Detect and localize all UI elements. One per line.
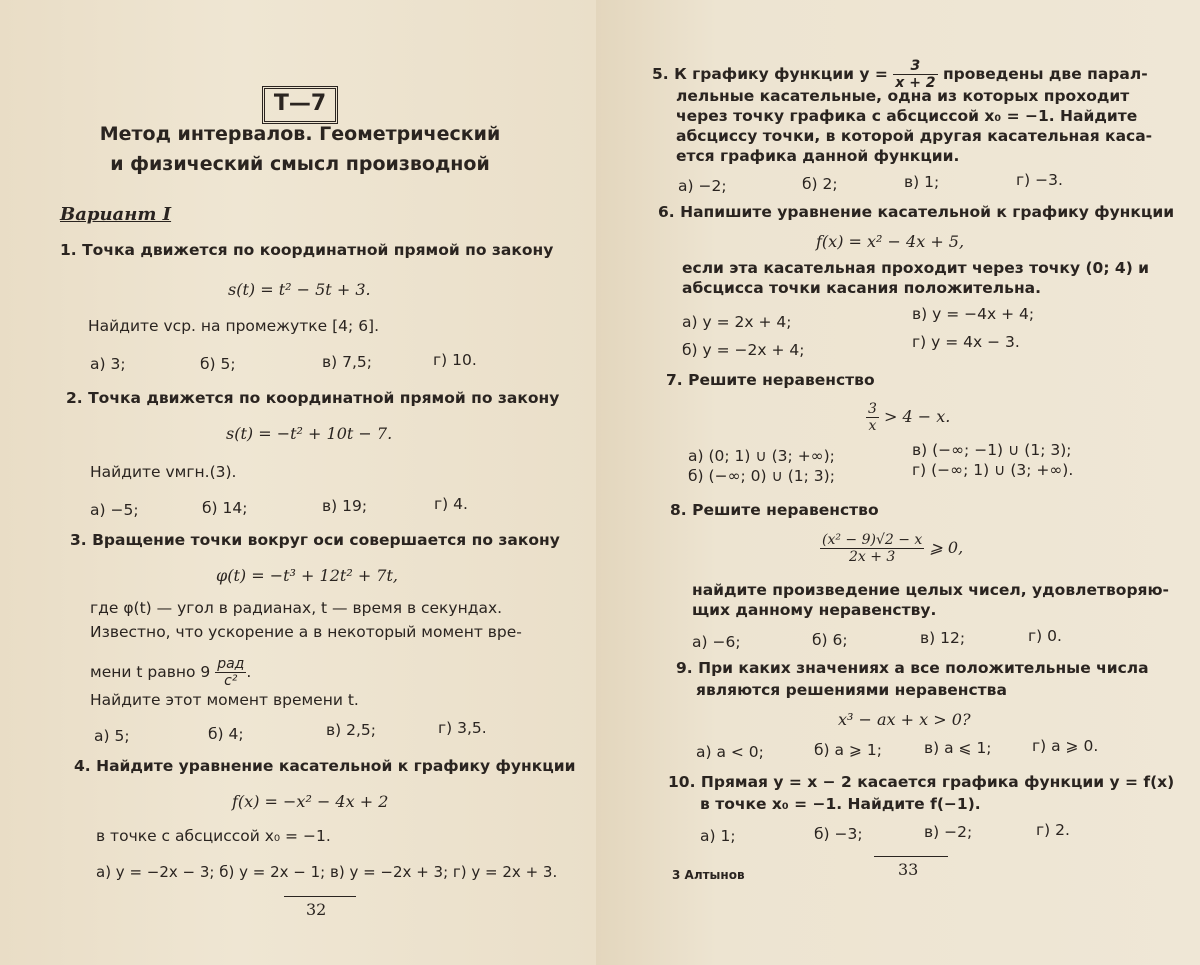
question-6: [658, 202, 1174, 222]
q5-answer-c: в) 1;: [904, 173, 940, 191]
question-number: 6.: [658, 203, 675, 221]
question-10: [668, 772, 1174, 792]
question-6-line-3: абсцисса точки касания положительна.: [682, 279, 1041, 297]
question-1: [60, 240, 553, 260]
question-1-condition: Найдите vср. на промежутке [4; 6].: [88, 317, 380, 335]
question-number: 8.: [670, 501, 687, 519]
q3-answer-d: г) 3,5.: [438, 719, 487, 737]
q1-answer-c: в) 7,5;: [322, 353, 372, 371]
variant-heading: Вариант I: [60, 204, 172, 225]
question-number: 4.: [74, 757, 91, 775]
question-text: Точка движется по координатной прямой по закону: [88, 389, 560, 407]
inequality-fraction: $\frac{3}{x}$: [868, 401, 877, 434]
q6-answer-b: б) y = −2x + 4;: [682, 341, 805, 359]
page-number: 32: [306, 900, 327, 919]
question-7: [666, 370, 875, 390]
question-6-formula: f(x) = x² − 4x + 5,: [816, 232, 965, 251]
question-number: 9.: [676, 659, 693, 677]
page-number-rule: [874, 856, 948, 857]
q2-answer-c: в) 19;: [322, 497, 368, 515]
q8-answer-b: б) 6;: [812, 631, 848, 649]
question-2: [66, 388, 559, 408]
question-number: 3.: [70, 531, 87, 549]
right-page: [596, 0, 1200, 965]
q10-answer-b: б) −3;: [814, 825, 863, 843]
question-8-line-3: щих данному неравенству.: [692, 601, 937, 619]
question-2-formula: s(t) = −t² + 10t − 7.: [226, 424, 393, 443]
question-4-formula: f(x) = −x² − 4x + 2: [232, 792, 389, 811]
q8-answer-a: а) −6;: [692, 633, 741, 651]
question-number: 10.: [668, 773, 696, 791]
page-title-line-1: Метод интервалов. Геометрический: [99, 123, 501, 145]
q9-answer-a: а) a < 0;: [696, 743, 764, 761]
question-5-line-3: через точку графика с абсциссой x₀ = −1. Найдите: [676, 107, 1138, 125]
question-2-condition: Найдите vмгн.(3).: [90, 463, 237, 481]
q5-answer-d: г) −3.: [1016, 171, 1063, 189]
test-badge: Т—7: [262, 86, 338, 124]
question-9-formula: x³ − ax + x > 0?: [838, 710, 971, 729]
q9-answer-c: в) a ⩽ 1;: [924, 739, 992, 757]
q1-answer-a: а) 3;: [90, 355, 126, 373]
question-1-formula: s(t) = t² − 5t + 3.: [228, 280, 371, 299]
question-4-condition: в точке с абсциссой x₀ = −1.: [96, 827, 331, 845]
question-9-line-2: являются решениями неравенства: [696, 681, 1007, 699]
signature-mark: 3 Алтынов: [672, 868, 745, 882]
q9-answer-d: г) a ⩾ 0.: [1032, 737, 1099, 755]
inequality-fraction: $\frac{\text{(x² − 9)√2 − x}}{2x + 3}$: [822, 532, 923, 565]
question-5-line-2: лельные касательные, одна из которых проходит: [676, 87, 1130, 105]
q10-answer-a: а) 1;: [700, 827, 736, 845]
q10-answer-d: г) 2.: [1036, 821, 1070, 839]
q7-answer-b: б) (−∞; 0) ∪ (1; 3);: [688, 467, 835, 485]
question-6-line-2: если эта касательная проходит через точку (0; 4) и: [682, 259, 1150, 277]
q1-answer-d: г) 10.: [433, 351, 477, 369]
question-number: 2.: [66, 389, 83, 407]
question-8: [670, 500, 879, 520]
q3-answer-a: а) 5;: [94, 727, 130, 745]
function-fraction: $\frac{3}{x + 2}$: [895, 58, 936, 91]
question-8-formula: $\frac{\text{(x² − 9)√2 − x}}{2x + 3}$ ⩾ 0,: [822, 532, 964, 565]
question-text: Напишите уравнение касательной к графику функции: [680, 203, 1175, 221]
question-3-line-2: Известно, что ускорение a в некоторый момент вре-: [90, 623, 522, 641]
q1-answer-b: б) 5;: [200, 355, 236, 373]
question-number: 1.: [60, 241, 77, 259]
q2-answer-d: г) 4.: [434, 495, 468, 513]
question-9: [676, 658, 1149, 678]
question-text: Найдите уравнение касательной к графику функции: [96, 757, 576, 775]
q7-answer-c: в) (−∞; −1) ∪ (1; 3);: [912, 441, 1072, 459]
unit-fraction: $\frac{\text{рад}}{\text{с²}}$: [217, 656, 245, 689]
q3-answer-b: б) 4;: [208, 725, 244, 743]
question-4: [74, 756, 575, 776]
q6-answer-c: в) y = −4x + 4;: [912, 305, 1035, 323]
q8-answer-c: в) 12;: [920, 629, 966, 647]
question-text: Решите неравенство: [692, 501, 879, 519]
question-number: 5.: [652, 65, 669, 83]
question-10-line-2: в точке x₀ = −1. Найдите f(−1).: [700, 795, 981, 813]
question-text: При каких значениях a все положительные числа: [698, 659, 1149, 677]
page-number: 33: [898, 860, 919, 879]
question-number: 7.: [666, 371, 683, 389]
question-5: 5. К графику функции y = $\frac{3}{x + 2}$ проведены две парал-: [652, 58, 1148, 91]
page-title-line-2: и физический смысл производной: [110, 153, 490, 175]
q9-answer-b: б) a ⩾ 1;: [814, 741, 882, 759]
q3-answer-c: в) 2,5;: [326, 721, 376, 739]
q6-answer-a: а) y = 2x + 4;: [682, 313, 792, 331]
q6-answer-d: г) y = 4x − 3.: [912, 333, 1020, 351]
q4-answers: а) y = −2x − 3; б) y = 2x − 1; в) y = −2x + 3; г) y = 2x + 3.: [96, 863, 558, 881]
question-text: Вращение точки вокруг оси совершается по закону: [92, 531, 560, 549]
q2-answer-b: б) 14;: [202, 499, 248, 517]
q7-answer-d: г) (−∞; 1) ∪ (3; +∞).: [912, 461, 1074, 479]
question-8-line-2: найдите произведение целых чисел, удовлетворяю-: [692, 581, 1169, 599]
question-3-line-3: мени t равно 9 $\frac{\text{рад}}{\text{с²}}$ .: [90, 656, 252, 689]
question-7-formula: $\frac{3}{x}$ > 4 − x.: [868, 401, 951, 434]
q2-answer-a: а) −5;: [90, 501, 139, 519]
q5-answer-a: а) −2;: [678, 177, 727, 195]
question-text: Прямая y = x − 2 касается графика функции y = f(x): [700, 773, 1175, 791]
question-text: Решите неравенство: [688, 371, 875, 389]
question-text: Точка движется по координатной прямой по закону: [82, 241, 554, 259]
q8-answer-d: г) 0.: [1028, 627, 1062, 645]
question-5-line-5: ется графика данной функции.: [676, 147, 960, 165]
question-3: [70, 530, 560, 550]
question-3-line-1: где φ(t) — угол в радианах, t — время в секундах.: [90, 599, 503, 617]
page-number-rule: [284, 896, 356, 897]
question-3-formula: φ(t) = −t³ + 12t² + 7t,: [216, 566, 398, 585]
question-5-line-4: абсциссу точки, в которой другая касательная каса-: [676, 127, 1153, 145]
q10-answer-c: в) −2;: [924, 823, 973, 841]
q5-answer-b: б) 2;: [802, 175, 838, 193]
question-3-condition: Найдите этот момент времени t.: [90, 691, 359, 709]
left-page: [0, 0, 596, 965]
q7-answer-a: а) (0; 1) ∪ (3; +∞);: [688, 447, 835, 465]
